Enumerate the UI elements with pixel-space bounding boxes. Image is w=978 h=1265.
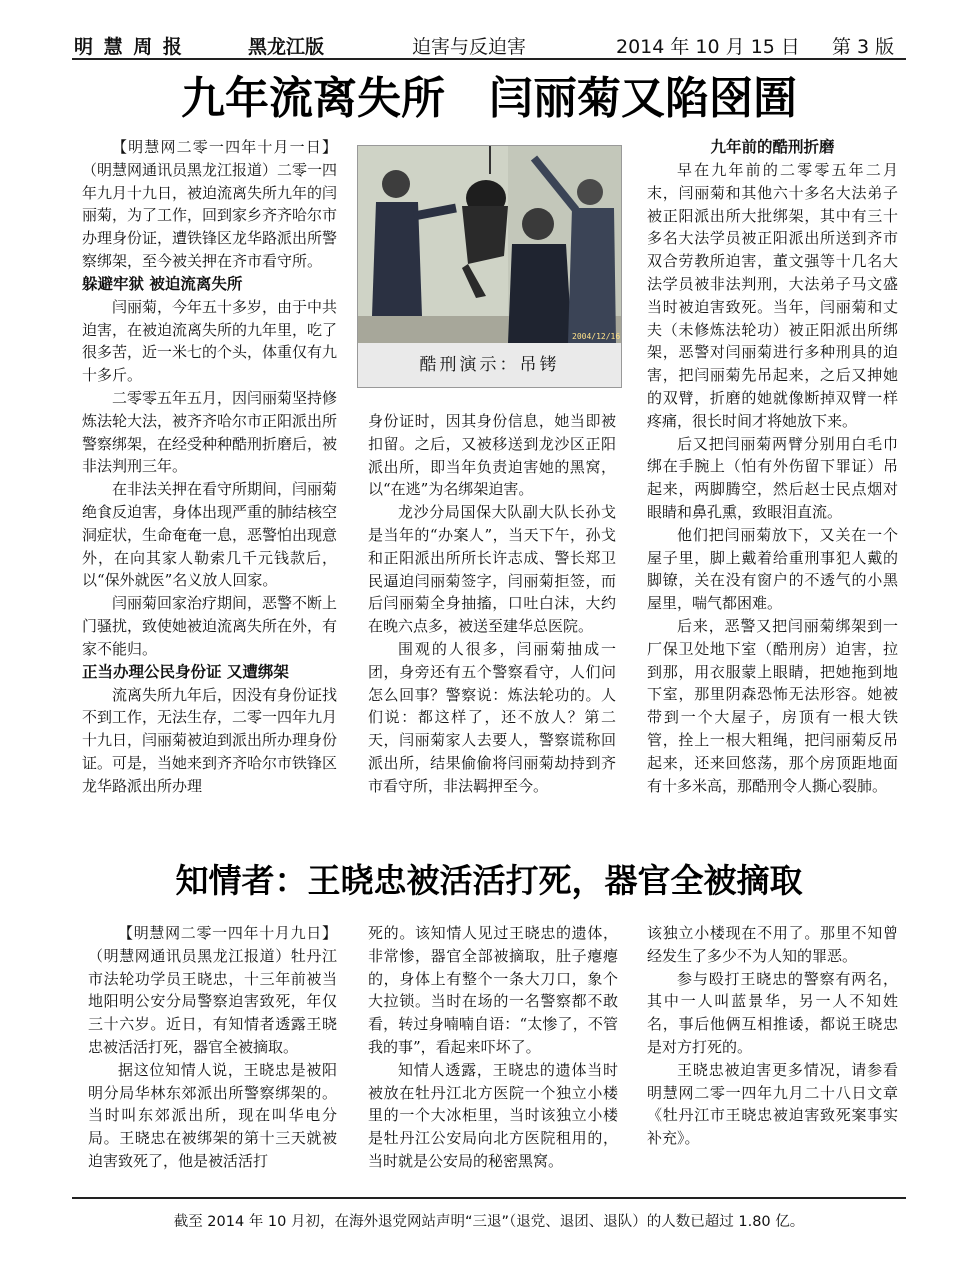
paragraph: 围观的人很多，闫丽菊抽成一团，身旁还有五个警察看守，人们问怎么回事？警察说：炼法轮功的。人们说：都这样了，还不放人？第二天，闫丽菊家人去要人，警察谎称回派出所，结果偷偷将闫丽菊劫持到齐市看守所，非法羁押至今。 xyxy=(368,639,616,795)
paragraph: 该独立小楼现在不用了。那里不知曾经发生了多少不为人知的罪恶。 xyxy=(647,924,898,965)
paragraph: 在非法关押在看守所期间，闫丽菊绝食反迫害，身体出现严重的肺结核空洞症状，生命奄奄一息，恶警怕出现意外，在向其家人勒索几千元钱款后，以“保外就医”名义放人回家。 xyxy=(82,480,338,590)
masthead-rule xyxy=(72,58,906,60)
paragraph: 后又把闫丽菊两臂分别用白毛巾绑在手腕上（怕有外伤留下罪证）吊起来，两脚腾空，然后赵士民点烟对眼睛和鼻孔熏，致眼泪直流。 xyxy=(647,434,898,521)
photo-date-stamp: 2004/12/16 xyxy=(572,332,621,341)
article2-headline: 知情者：王晓忠被活活打死，器官全被摘取 xyxy=(175,861,803,900)
article1-column-1 xyxy=(82,136,337,798)
article2-column-2 xyxy=(368,922,618,1173)
paragraph: 据这位知情人说，王晓忠是被阳明分局华林东郊派出所警察绑架的。当时叫东郊派出所，现在叫华电分局。王晓忠在被绑架的第十三天就被迫害致死了，他是被活活打 xyxy=(88,1060,337,1170)
torture-demonstration-illustration xyxy=(358,146,621,343)
article2-column-1 xyxy=(88,922,337,1173)
paragraph: 【明慧网二零一四年十月一日】（明慧网通讯员黑龙江报道）二零一四年九月十九日，被迫流离失所九年的闫丽菊，为了工作，回到家乡齐齐哈尔市办理身份证，遭铁锋区龙华路派出所警察绑架，至今被关押在齐市看守所。 xyxy=(82,138,338,270)
paragraph: 王晓忠被迫害更多情况，请参看明慧网二零一四年九月二十八日文章《牡丹江市王晓忠被迫害致死案事实补充》。 xyxy=(647,1060,898,1148)
article1-column-3 xyxy=(647,136,898,797)
section-label: 迫害与反迫害 xyxy=(412,36,527,58)
edition-label: 黑龙江版 xyxy=(248,36,325,58)
paragraph: 闫丽菊，今年五十多岁，由于中共迫害，在被迫流离失所的九年里，吃了很多苦，近一米七的个头，体重仅有九十多斤。 xyxy=(82,297,338,385)
paper-name: 明 慧 周 报 xyxy=(74,36,184,58)
article2-column-3 xyxy=(647,922,898,1150)
paragraph: 知情人透露，王晓忠的遗体当时被放在牡丹江北方医院一个独立小楼里的一个大冰柜里，当时该独立小楼是牡丹江公安局向北方医院租用的，当时就是公安局的秘密黑窝。 xyxy=(368,1060,618,1170)
paragraph: 后来，恶警又把闫丽菊绑架到一厂保卫处地下室（酷刑房）迫害，拉到那，用衣服蒙上眼睛，把她拖到地下室，那里阴森恐怖无法形容。她被带到一个大屋子，房顶有一根大铁管，拴上一根大粗绳，把闫丽菊反吊起来，还来回悠荡，那个房顶距地面有十多米高，那酷刑令人撕心裂肺。 xyxy=(647,616,898,795)
paragraph: 他们把闫丽菊放下，又关在一个屋子里，脚上戴着给重刑事犯人戴的脚镣，关在没有窗户的不透气的小黑屋里，喘气都困难。 xyxy=(647,525,898,613)
subheading: 躲避牢狱 被迫流离失所 xyxy=(82,274,243,293)
article1-column-2 xyxy=(368,410,616,798)
article1-headline: 九年流离失所 闫丽菊又陷囹圄 xyxy=(181,73,797,124)
issue-date: 2014 年 10 月 15 日 xyxy=(616,36,800,58)
photo-caption: 酷刑演示：吊铐 xyxy=(358,343,621,387)
paragraph: 【明慧网二零一四年十月九日】（明慧网通讯员黑龙江报道）牡丹江市法轮功学员王晓忠，十三年前被当地阳明公安分局警察迫害致死，年仅三十六岁。近日，有知情者透露王晓忠被活活打死，器官全被摘取。 xyxy=(88,924,337,1056)
subheading: 九年前的酷刑折磨 xyxy=(710,138,835,156)
torture-photo xyxy=(357,145,622,388)
footer-rule xyxy=(72,1197,906,1199)
footer-notice: 截至 2014 年 10 月初，在海外退党网站声明“三退”（退党、退团、退队）的人数已超过 1.80 亿。 xyxy=(173,1214,805,1230)
paragraph: 流离失所九年后，因没有身份证找不到工作，无法生存，二零一四年九月十九日，闫丽菊被迫到派出所办理身份证。可是，当她来到齐齐哈尔市铁锋区龙华路派出所办理 xyxy=(82,685,338,795)
subheading: 正当办理公民身份证 又遭绑架 xyxy=(82,662,289,681)
paragraph: 二零零五年五月，因闫丽菊坚持修炼法轮大法，被齐齐哈尔市正阳派出所警察绑架，在经受种种酷刑折磨后，被非法判刑三年。 xyxy=(82,388,338,476)
page-number: 第 3 版 xyxy=(832,36,895,58)
paragraph: 龙沙分局国保大队副大队长孙戈是当年的“办案人”，当天下午，孙戈和正阳派出所所长许志成、警长郑卫民逼迫闫丽菊签字，闫丽菊拒签，而后闫丽菊全身抽搐，口吐白沫，大约在晚六点多，被送至建华总医院。 xyxy=(368,503,616,636)
paragraph: 早在九年前的二零零五年二月末，闫丽菊和其他六十多名大法弟子被正阳派出所大批绑架，其中有三十多名大法学员被正阳派出所送到齐市双合劳教所迫害，董文强等十几名大法学员被非法判刑，大法弟子马文盛当时被迫害致死。当年，闫丽菊和丈夫（未修炼法轮功）被正阳派出所绑架，恶警对闫丽菊进行多种刑具的迫害，把闫丽菊先吊起来，之后又抻她的双臂，折磨的她就像断掉双臂一样疼痛，很长时间才将她放下来。 xyxy=(647,161,898,430)
paragraph: 身份证时，因其身份信息，她当即被扣留。之后，又被移送到龙沙区正阳派出所，即当年负责迫害她的黑窝，以“在逃”为名绑架迫害。 xyxy=(368,412,616,499)
paragraph: 参与殴打王晓忠的警察有两名，其中一人叫蓝景华，另一人不知姓名，事后他俩互相推诿，都说王晓忠是对方打死的。 xyxy=(647,969,898,1056)
paragraph: 死的。该知情人见过王晓忠的遗体，非常惨，器官全部被摘取，肚子瘪瘪的，身体上有整个一条大刀口，象个大拉锁。当时在场的一名警察都不敢看，转过身喃喃自语：“太惨了，不管我的事”，看起来吓坏了。 xyxy=(368,924,618,1056)
paragraph: 闫丽菊回家治疗期间，恶警不断上门骚扰，致使她被迫流离失所在外，有家不能归。 xyxy=(82,594,338,658)
